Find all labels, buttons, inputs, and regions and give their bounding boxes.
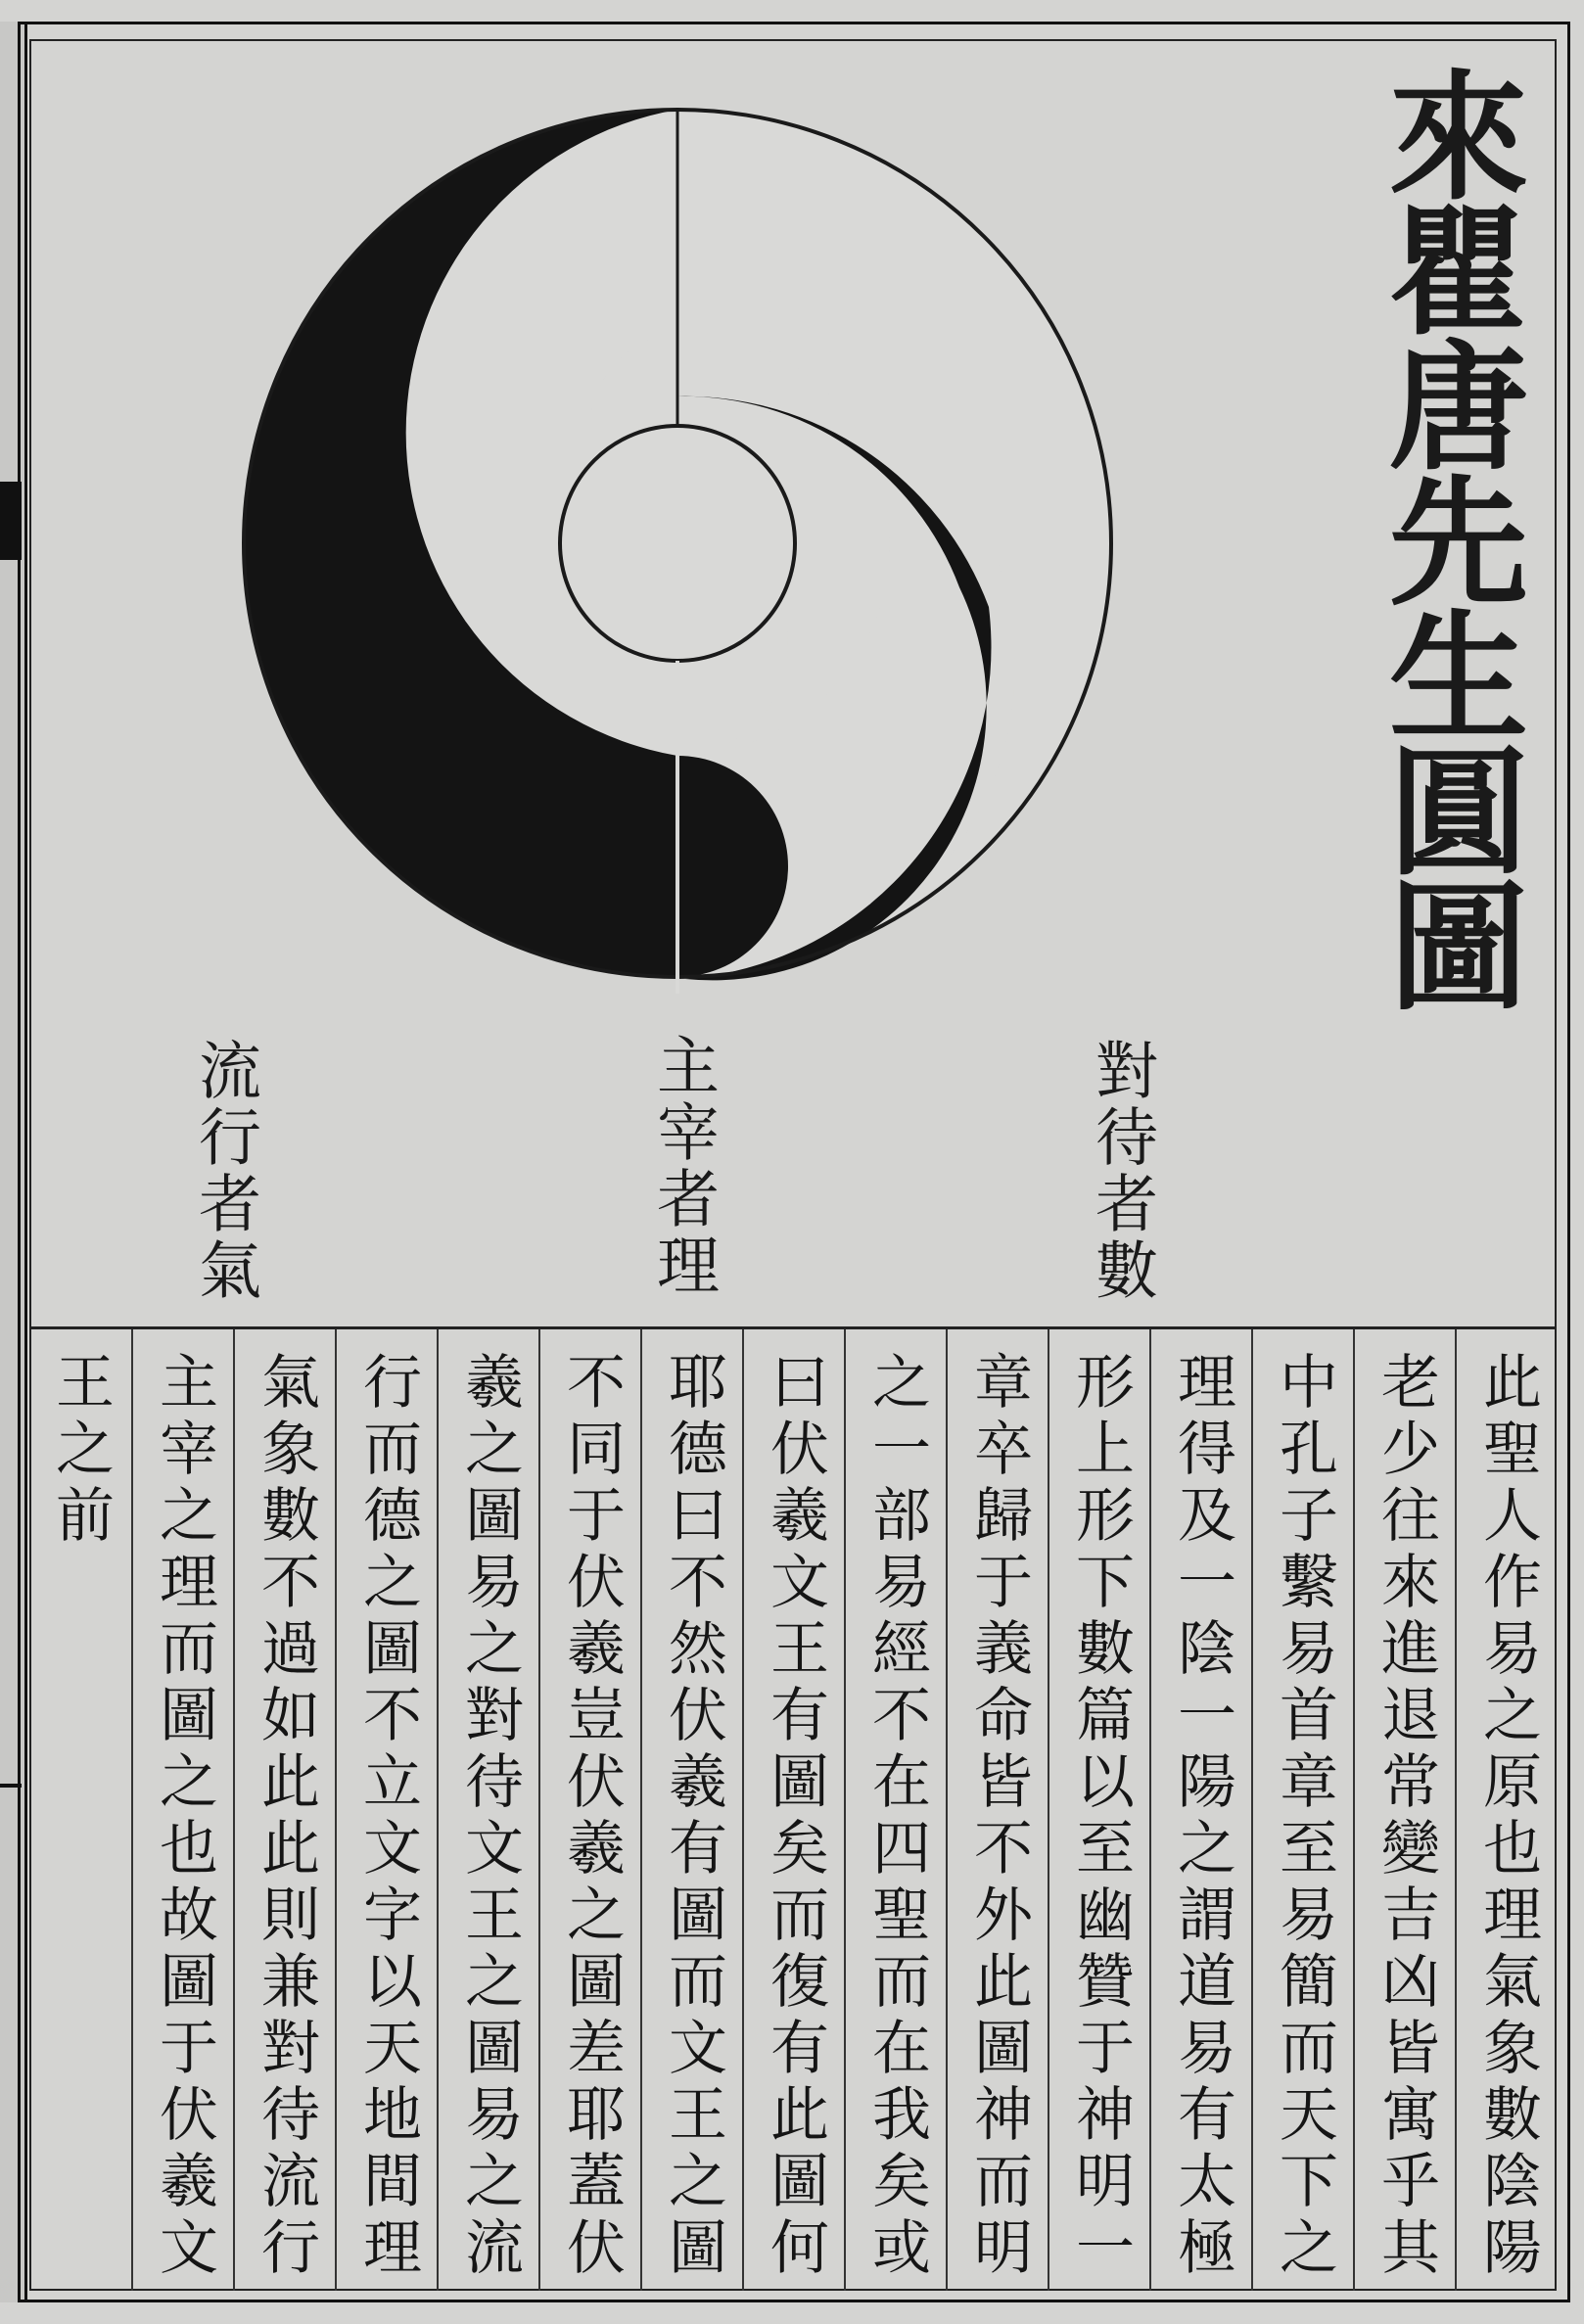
label-duidai: 對待者數	[1085, 1038, 1157, 1304]
column-text: 之一部易經不在四聖而在我矣或	[862, 1351, 931, 2283]
column-text: 老少往來進退常變吉凶皆寓乎其	[1372, 1351, 1440, 2283]
text-column	[1353, 1329, 1455, 2291]
text-column	[1251, 1329, 1353, 2291]
column-text: 章卒歸于義命皆不外此圖神而明	[964, 1351, 1033, 2283]
text-column	[538, 1329, 640, 2291]
column-text: 形上形下數篇以至幽贊于神明一	[1066, 1351, 1135, 2283]
text-column	[946, 1329, 1048, 2291]
text-column	[437, 1329, 538, 2291]
column-text: 曰伏羲文王有圖矣而復有此圖何	[761, 1351, 829, 2283]
column-text: 羲之圖易之對待文王之圖易之流	[455, 1351, 524, 2283]
column-text: 此聖人作易之原也理氣象數陰陽	[1473, 1351, 1542, 2283]
column-text: 王之前	[46, 1351, 115, 1551]
commentary-block	[29, 1329, 1557, 2291]
page-title: 來瞿唐先生圓圖	[1366, 64, 1528, 1009]
center-circle	[560, 426, 795, 661]
text-column	[1048, 1329, 1149, 2291]
text-column	[335, 1329, 437, 2291]
text-column	[233, 1329, 335, 2291]
text-column	[131, 1329, 233, 2291]
text-column	[844, 1329, 946, 2291]
text-column	[1455, 1329, 1557, 2291]
text-column	[29, 1329, 131, 2291]
label-zhuzai: 主宰者理	[646, 1033, 719, 1299]
column-text: 氣象數不過如此此則兼對待流行	[252, 1351, 320, 2283]
column-text: 不同于伏羲豈伏羲之圖差耶蓋伏	[557, 1351, 626, 2283]
column-text: 主宰之理而圖之也故圖于伏羲文	[150, 1351, 218, 2283]
text-column	[742, 1329, 844, 2291]
column-text: 理得及一陰一陽之謂道易有太極	[1168, 1351, 1236, 2283]
label-liuxing: 流行者氣	[188, 1038, 260, 1304]
column-text: 行而德之圖不立文字以天地間理	[353, 1351, 422, 2283]
text-column	[640, 1329, 742, 2291]
text-column	[1149, 1329, 1251, 2291]
column-text: 耶德曰不然伏羲有圖而文王之圖	[659, 1351, 727, 2283]
column-text: 中孔子繫易首章至易簡而天下之	[1270, 1351, 1338, 2283]
